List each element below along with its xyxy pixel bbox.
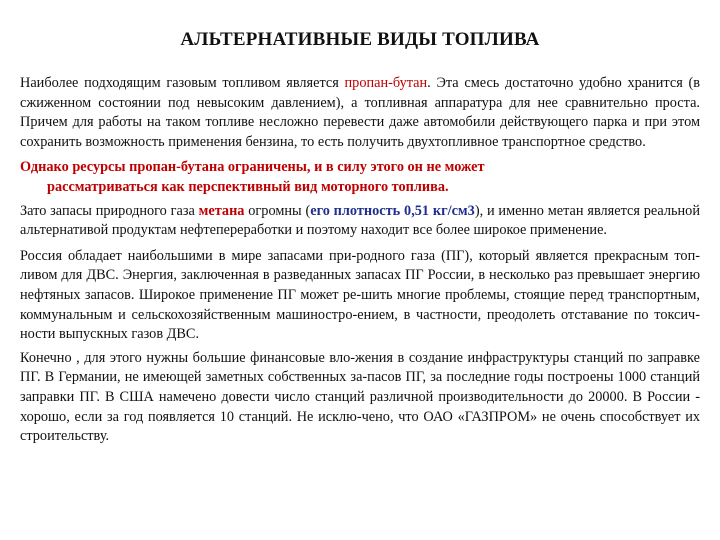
paragraph-propane-butane [20, 74, 700, 152]
paragraph-methane [20, 202, 700, 241]
p1-text-before: Наиболее подходящим газовым топливом является [20, 75, 345, 91]
density-highlight: его плотность 0,51 кг/см3 [310, 202, 475, 219]
p3-text-after: ), и именно метан является реальной альтернативой продуктам нефтепереработки и поэтому находит все более широкое применение. [20, 202, 700, 239]
p2-line2: рассматриваться как перспективный вид моторного топлива. [47, 178, 449, 195]
page-title: АЛЬТЕРНАТИВНЫЕ ВИДЫ ТОПЛИВА [180, 29, 540, 50]
p2-line1: Однако ресурсы пропан-бутана ограничены, и в силу этого он не может [20, 159, 485, 176]
methane-highlight: метана [198, 202, 245, 219]
paragraph-limited-resources [20, 158, 700, 197]
p3-text-middle: огромны ( [244, 202, 311, 219]
propane-butane-highlight: пропан-бутан [344, 75, 428, 91]
p1-text-after: . Эта смесь достаточно удобно хранится (в сжиженном состоянии под невысоким давлением), а топливная аппаратура для нее сравнительно проста. Причем для работы на таком топливе несложно перевести даже автомобили действующего парка и при этом сохранить возможность применения бензина, то есть получить двухтопливное транспортное средство. [20, 75, 700, 150]
paragraph-russia-gas: Россия обладает наибольшими в мире запасами при-родного газа (ПГ), который является прекрасным топ-ливом для ДВС. Энергия, заключенная в разведанных запасах ПГ России, в несколько раз превышает энергию нефтяных запасов. Широкое применение ПГ может ре-шить многие проблемы, стоящие перед транспортным, коммунальным и сельскохозяйственным машиностро-ением, в частности, преодолеть отставание по токсич-ности выпускных газов ДВС. [20, 247, 700, 343]
p3-text-before: Зато запасы природного газа [20, 202, 199, 219]
paragraph-infrastructure: Конечно , для этого нужны большие финансовые вло-жения в создание инфраструктуры станций по заправке ПГ. В Германии, не имеющей заметных собственных за-пасов ПГ, за последние годы построены 1000 станций заправки ПГ. В США намечено довести число станций различной производительности до 20000. В России - хорошо, если за год появляется 10 станций. Не исклю-чено, что ОАО «ГАЗПРОМ» не очень способствует их строительству. [20, 349, 700, 445]
